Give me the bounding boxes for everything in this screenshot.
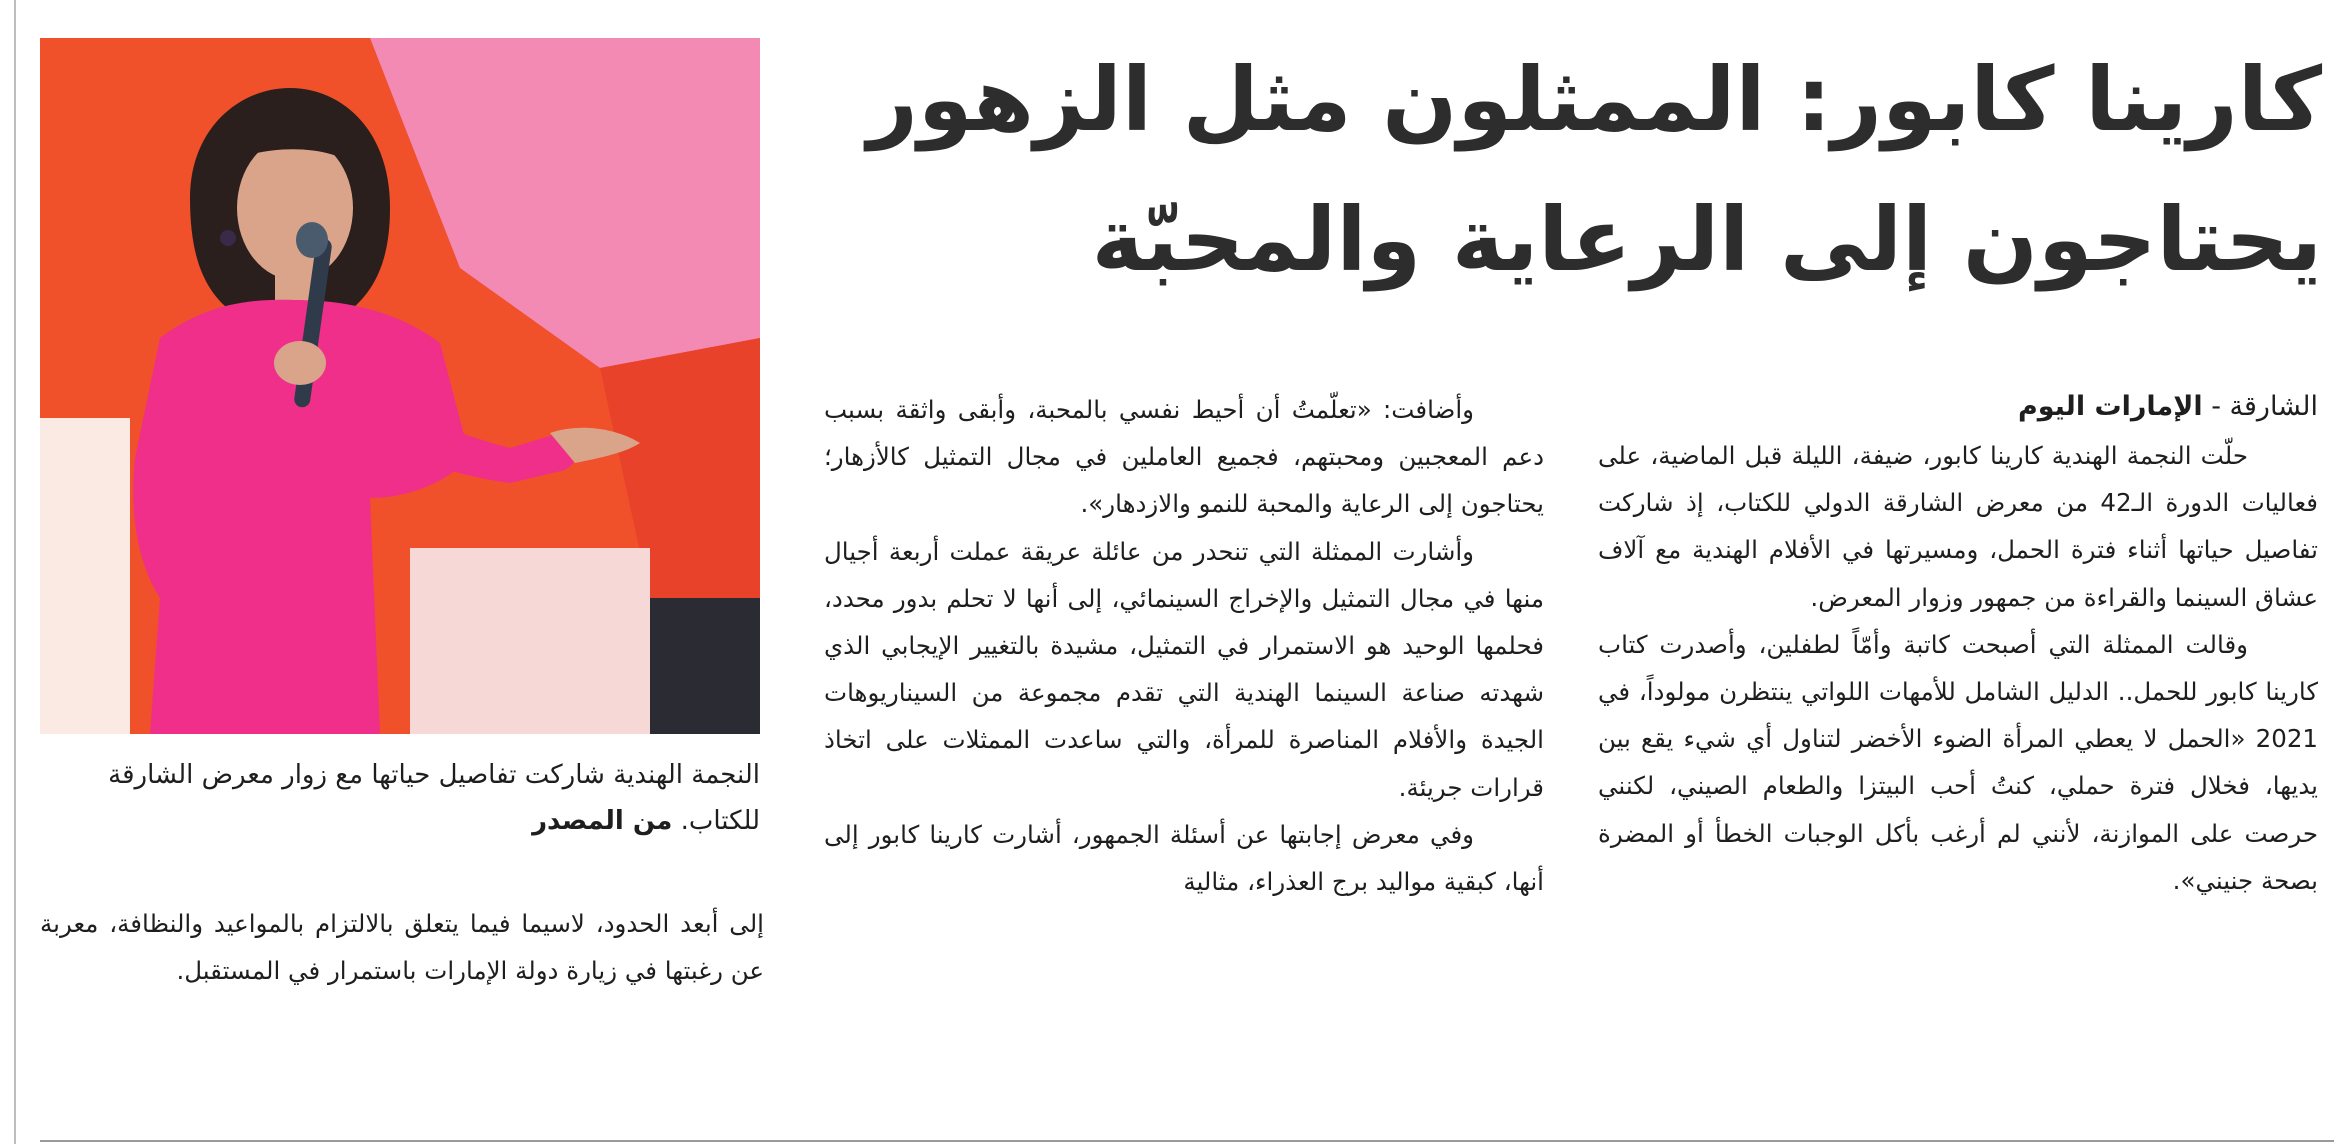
dateline xyxy=(1598,382,2318,432)
left-margin-rule xyxy=(14,0,16,1144)
paragraph: حلّت النجمة الهندية كارينا كابور، ضيفة، الليلة قبل الماضية، على فعاليات الدورة الـ42 من معرض الشارقة الدولي للكتاب، إذ شاركت تفاصيل حياتها أثناء فترة الحمل، ومسيرتها في الأفلام الهندية مع آلاف عشاق السينما والقراءة من جمهور وزوار المعرض. xyxy=(1598,441,2318,612)
article-photo xyxy=(40,38,760,734)
paragraph: وفي معرض إجابتها عن أسئلة الجمهور، أشارت كارينا كابور إلى أنها، كبقية مواليد برج العذراء، مثالية xyxy=(824,819,1544,897)
article-column-middle xyxy=(824,386,1544,905)
paragraph: وأضافت: «تعلّمتُ أن أحيط نفسي بالمحبة، وأبقى واثقة بسبب دعم المعجبين ومحبتهم، فجميع العاملين في مجال التمثيل كالأزهار؛ يحتاجون إلى الرعاية والمحبة للنمو والازدهار». xyxy=(824,395,1544,519)
paragraph: إلى أبعد الحدود، لاسيما فيما يتعلق بالالتزام بالمواعيد والنظافة، معربة عن رغبتها في زيارة دولة الإمارات باستمرار في المستقبل. xyxy=(40,909,764,986)
bottom-rule xyxy=(40,1140,2334,1142)
dateline-source: الإمارات اليوم xyxy=(2017,391,2203,422)
paragraph: وأشارت الممثلة التي تنحدر من عائلة عريقة عملت أربعة أجيال منها في مجال التمثيل والإخراج السينمائي، إلى أنها لا تحلم بدور محدد، فحلمها الوحيد هو الاستمرار في التمثيل، مشيدة بالتغيير الإيجابي الذي شهدته صناعة السينما الهندية التي تقدم مجموعة من السيناريوهات الجيدة والأفلام المناصرة للمرأة، والتي ساعدت الممثلات على اتخاذ قرارات جريئة. xyxy=(824,536,1544,802)
caption-credit: من المصدر xyxy=(532,806,673,836)
article-column-left xyxy=(40,900,764,994)
dateline-place: الشارقة - xyxy=(2202,391,2318,422)
paragraph: وقالت الممثلة التي أصبحت كاتبة وأمّاً لطفلين، وأصدرت كتاب كارينا كابور للحمل.. الدليل الشامل للأمهات اللواتي ينتظرن مولوداً، في 2021 «الحمل لا يعطي المرأة الضوء الأخضر لتناول أي شيء يقع بين يديها، فخلال فترة حملي، كنتُ أحب البيتزا والطعام الصيني، لكنني حرصت على الموازنة، لأنني لم أرغب بأكل الوجبات الخطأ أو المضرة بصحة جنيني». xyxy=(1598,629,2318,895)
headline-line-1: كارينا كابور: الممثلون مثل الزهور xyxy=(867,48,2322,151)
photo-illustration xyxy=(40,38,760,734)
headline-line-2: يحتاجون إلى الرعاية والمحبّة xyxy=(1091,188,2322,291)
caption-text: النجمة الهندية شاركت تفاصيل حياتها مع زوار معرض الشارقة للكتاب. xyxy=(108,760,760,836)
article-column-right xyxy=(1598,382,2318,904)
article-headline xyxy=(802,30,2322,310)
photo-caption xyxy=(40,752,760,844)
